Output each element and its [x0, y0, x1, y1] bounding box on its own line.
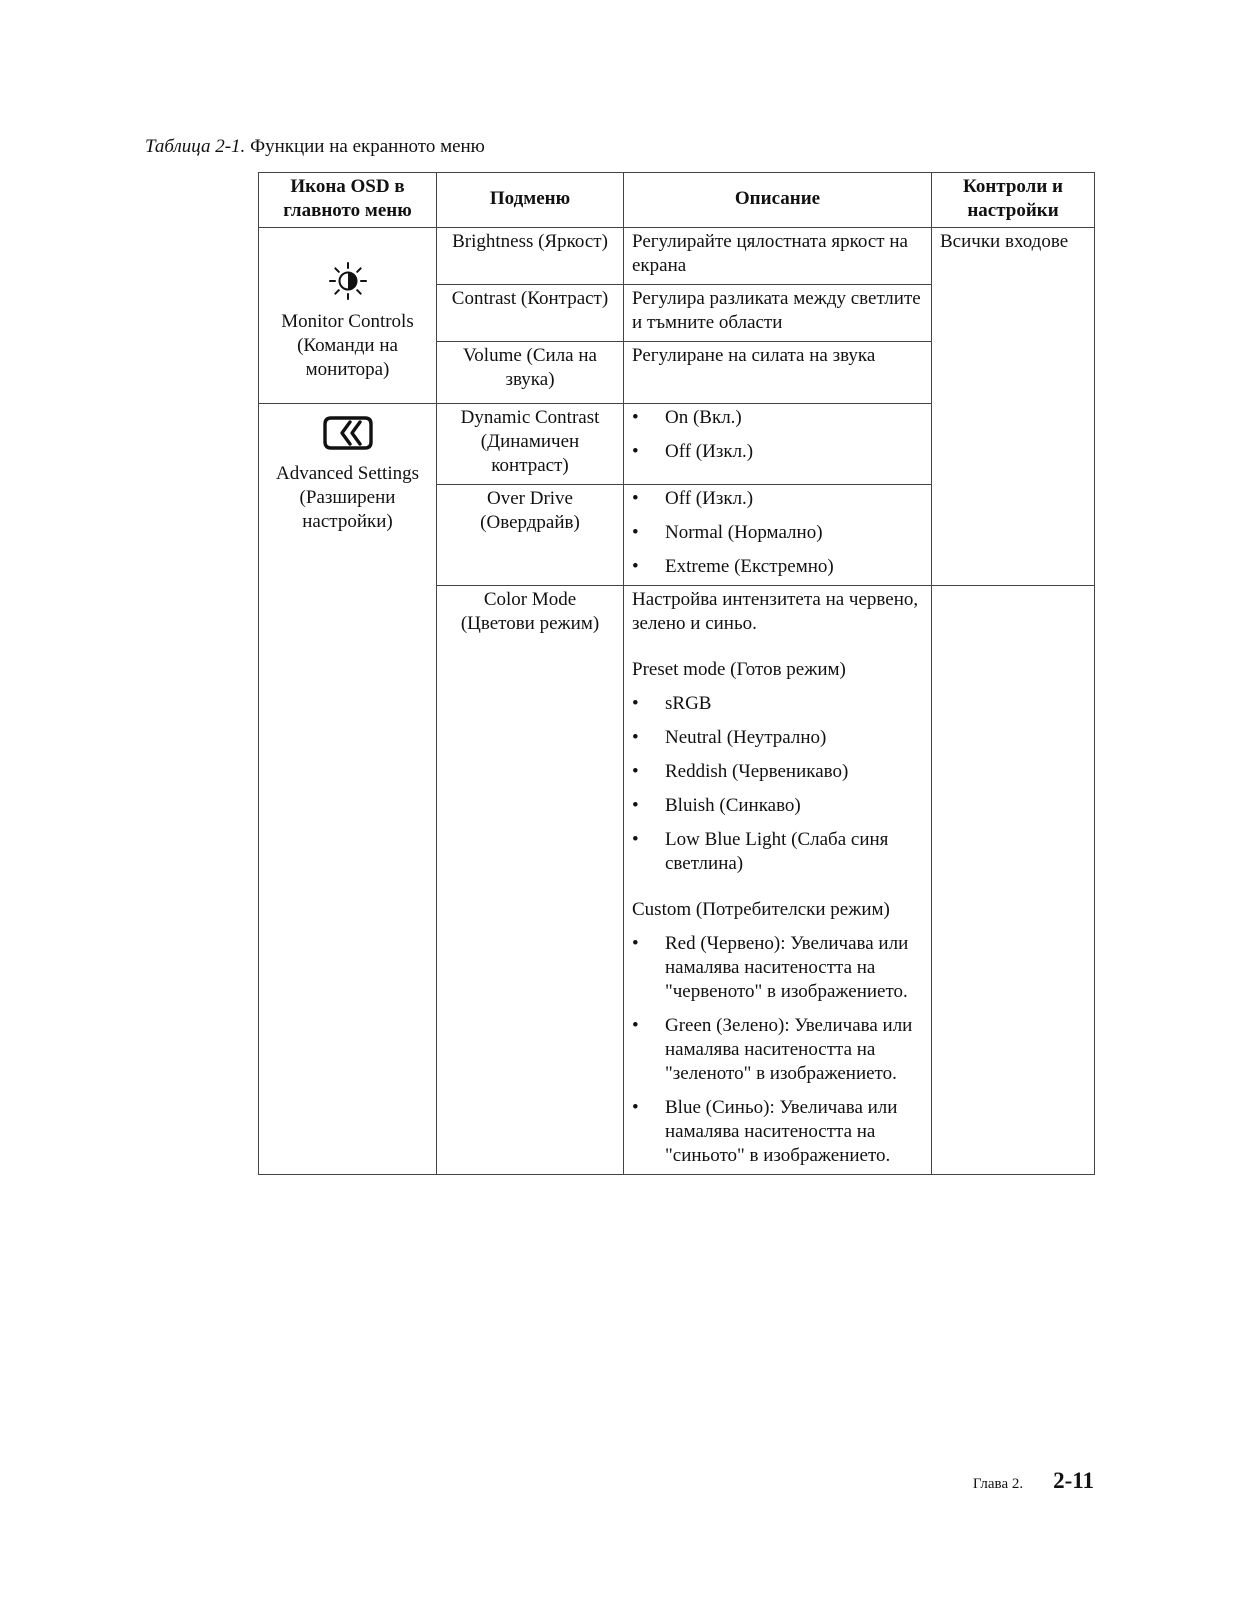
- page-footer: [973, 1466, 1094, 1499]
- header-description: Описание: [624, 173, 932, 228]
- color-mode-submenu: Color Mode (Цветови режим): [437, 586, 624, 1175]
- contrast-submenu: Contrast (Контраст): [437, 285, 624, 342]
- header-submenu: Подменю: [437, 173, 624, 228]
- caption-text: Функции на екранното меню: [250, 136, 485, 157]
- dynamic-contrast-options: [624, 404, 932, 485]
- dynamic-contrast-list: [632, 406, 923, 464]
- list-item: • On (Вкл.): [632, 406, 923, 430]
- sun-brightness-icon: [327, 260, 369, 302]
- color-mode-description: [624, 586, 932, 1175]
- list-item: • Bluish (Синкаво): [632, 794, 923, 818]
- contrast-description: Регулира разликата между светлите и тъмните области: [624, 285, 932, 342]
- list-item: • sRGB: [632, 692, 923, 716]
- advanced-settings-label: Advanced Settings (Разширени настройки): [275, 463, 419, 532]
- table-header-row: [259, 173, 1095, 228]
- list-item: • Neutral (Неутрално): [632, 726, 923, 750]
- preset-mode-list: [632, 692, 923, 876]
- list-item: • Red (Червено): Увеличава или намалява наситеността на "червеното" в изображението.: [632, 932, 923, 1004]
- monitor-controls-label: Monitor Controls (Команди на монитора): [281, 311, 414, 380]
- brightness-submenu: Brightness (Яркост): [437, 228, 624, 285]
- osd-functions-table: [258, 172, 1095, 1175]
- header-controls: Контроли и настройки: [932, 173, 1095, 228]
- volume-description: Регулиране на силата на звука: [624, 342, 932, 404]
- volume-submenu: Volume (Сила на звука): [437, 342, 624, 404]
- over-drive-submenu: Over Drive (Овердрайв): [437, 485, 624, 586]
- list-item: • Off (Изкл.): [632, 440, 923, 464]
- list-item: • Low Blue Light (Слаба синя светлина): [632, 828, 923, 876]
- color-mode-intro: Настройва интензитета на червено, зелено и синьо.: [632, 589, 919, 634]
- advanced-settings-cell: [259, 404, 437, 1175]
- caption-label: Таблица 2-1.: [145, 136, 246, 157]
- table-caption: [145, 135, 485, 159]
- footer-chapter: Глава 2.: [972, 1476, 1024, 1492]
- advanced-settings-icon: [321, 412, 375, 454]
- controls-all-inputs: Всички входове: [932, 228, 1095, 586]
- custom-mode-heading: Custom (Потребителски режим): [632, 899, 890, 920]
- over-drive-options: [624, 485, 932, 586]
- custom-mode-list: [632, 932, 923, 1168]
- list-item: • Blue (Синьо): Увеличава или намалява наситеността на "синьото" в изображението.: [632, 1096, 923, 1168]
- list-item: • Extreme (Екстремно): [632, 555, 923, 579]
- dynamic-contrast-submenu: Dynamic Contrast (Динамичен контраст): [437, 404, 624, 485]
- brightness-description: Регулирайте цялостната яркост на екрана: [624, 228, 932, 285]
- over-drive-list: [632, 487, 923, 579]
- list-item: • Normal (Нормално): [632, 521, 923, 545]
- list-item: • Off (Изкл.): [632, 487, 923, 511]
- monitor-controls-cell: [259, 228, 437, 404]
- list-item: • Reddish (Червеникаво): [632, 760, 923, 784]
- table-row: [259, 228, 1095, 285]
- preset-mode-heading: Preset mode (Готов режим): [632, 659, 846, 680]
- header-icon: Икона OSD в главното меню: [259, 173, 437, 228]
- list-item: • Green (Зелено): Увеличава или намалява наситеността на "зеленото" в изображението.: [632, 1014, 923, 1086]
- color-mode-controls: [932, 586, 1095, 1175]
- page-number: 2-11: [1053, 1468, 1094, 1493]
